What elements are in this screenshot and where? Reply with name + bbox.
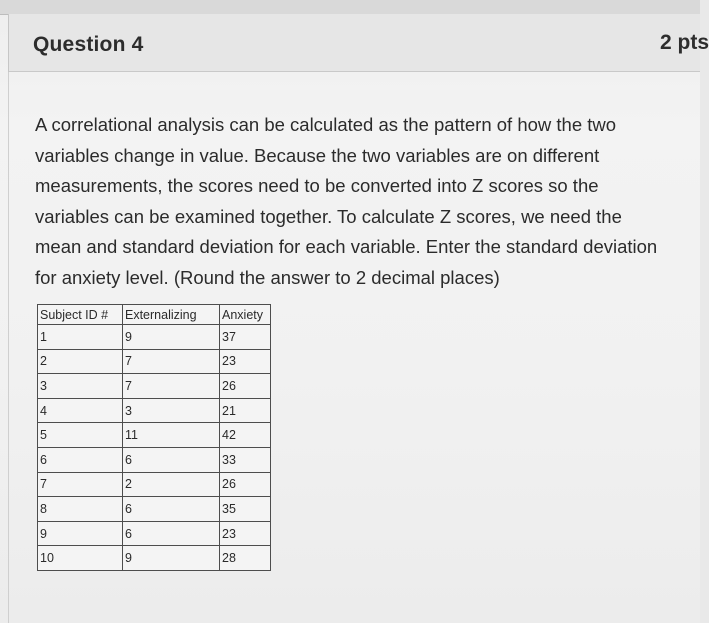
table-row <box>38 497 271 522</box>
anxiety-cell: 37 <box>220 325 271 350</box>
question-header <box>8 14 709 72</box>
question-title: Question 4 <box>33 33 144 56</box>
anxiety-cell: 23 <box>220 349 271 374</box>
subject-id-cell: 10 <box>38 546 123 571</box>
table-header-row <box>38 305 271 325</box>
data-table <box>37 304 271 571</box>
table-row <box>38 325 271 350</box>
subject-id-cell: 6 <box>38 447 123 472</box>
table-row <box>38 374 271 399</box>
subject-id-cell: 8 <box>38 497 123 522</box>
anxiety-cell: 26 <box>220 374 271 399</box>
externalizing-cell: 6 <box>123 521 220 546</box>
question-body <box>8 72 700 623</box>
anxiety-cell: 28 <box>220 546 271 571</box>
anxiety-cell: 23 <box>220 521 271 546</box>
top-border-strip <box>0 0 700 15</box>
externalizing-cell: 2 <box>123 472 220 497</box>
column-header-subject-id: Subject ID # <box>38 305 123 325</box>
subject-id-cell: 3 <box>38 374 123 399</box>
subject-id-cell: 2 <box>38 349 123 374</box>
externalizing-cell: 7 <box>123 374 220 399</box>
subject-id-cell: 1 <box>38 325 123 350</box>
table-row <box>38 472 271 497</box>
question-prompt <box>35 110 701 294</box>
anxiety-cell: 26 <box>220 472 271 497</box>
subject-id-cell: 9 <box>38 521 123 546</box>
externalizing-cell: 7 <box>123 349 220 374</box>
externalizing-cell: 11 <box>123 423 220 448</box>
table-row <box>38 423 271 448</box>
question-points: 2 pts <box>660 31 709 54</box>
subject-id-cell: 5 <box>38 423 123 448</box>
prompt-line: variables change in value. Because the two variables are on different <box>35 144 600 166</box>
column-header-anxiety: Anxiety <box>220 305 271 325</box>
anxiety-cell: 21 <box>220 398 271 423</box>
prompt-line: variables can be examined together. To calculate Z scores, we need the <box>35 205 622 227</box>
externalizing-cell: 3 <box>123 398 220 423</box>
anxiety-cell: 35 <box>220 497 271 522</box>
subject-id-cell: 7 <box>38 472 123 497</box>
table-row <box>38 349 271 374</box>
prompt-line: measurements, the scores need to be converted into Z scores so the <box>35 175 599 197</box>
table-row <box>38 546 271 571</box>
externalizing-cell: 6 <box>123 497 220 522</box>
table-row <box>38 398 271 423</box>
prompt-line: for anxiety level. (Round the answer to 2 decimal places) <box>35 266 500 288</box>
table-row <box>38 447 271 472</box>
externalizing-cell: 9 <box>123 325 220 350</box>
anxiety-cell: 42 <box>220 423 271 448</box>
externalizing-cell: 6 <box>123 447 220 472</box>
anxiety-cell: 33 <box>220 447 271 472</box>
prompt-line: A correlational analysis can be calculated as the pattern of how the two <box>35 114 617 135</box>
column-header-externalizing: Externalizing <box>123 305 220 325</box>
table-row <box>38 521 271 546</box>
subject-id-cell: 4 <box>38 398 123 423</box>
prompt-line: mean and standard deviation for each variable. Enter the standard deviation <box>35 236 658 258</box>
externalizing-cell: 9 <box>123 546 220 571</box>
